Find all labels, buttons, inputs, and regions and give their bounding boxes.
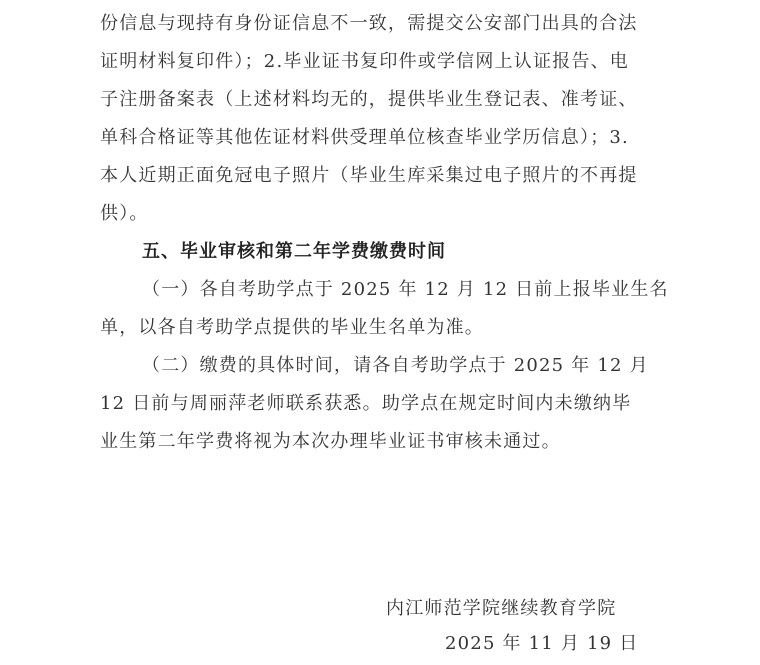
item-two-line: 12 日前与周丽萍老师联系获悉。助学点在规定时间内未缴纳毕 bbox=[100, 393, 632, 414]
paragraph-line: 本人近期正面免冠电子照片（毕业生库采集过电子照片的不再提 bbox=[100, 165, 638, 186]
item-two-line: （二）缴费的具体时间，请各自考助学点于 2025 年 12 月 bbox=[142, 355, 649, 376]
item-one-line: （一）各自考助学点于 2025 年 12 月 12 日前上报毕业生名 bbox=[142, 279, 669, 300]
paragraph-line: 子注册备案表（上述材料均无的，提供毕业生登记表、准考证、 bbox=[100, 89, 638, 110]
item-one-line: 单，以各自考助学点提供的毕业生名单为准。 bbox=[100, 317, 484, 338]
section-heading: 五、毕业审核和第二年学费缴费时间 bbox=[142, 241, 446, 262]
signature-organization: 内江师范学院继续教育学院 bbox=[386, 598, 617, 619]
paragraph-line: 证明材料复印件）；2.毕业证书复印件或学信网上认证报告、电 bbox=[100, 51, 629, 72]
paragraph-line: 份信息与现持有身份证信息不一致，需提交公安部门出具的合法 bbox=[100, 13, 638, 34]
paragraph-line: 单科合格证等其他佐证材料供受理单位核查毕业学历信息）；3. bbox=[100, 127, 629, 148]
item-two-line: 业生第二年学费将视为本次办理毕业证书审核未通过。 bbox=[100, 431, 561, 452]
signature-date: 2025 年 11 月 19 日 bbox=[445, 633, 639, 654]
paragraph-line: 供）。 bbox=[100, 203, 149, 224]
